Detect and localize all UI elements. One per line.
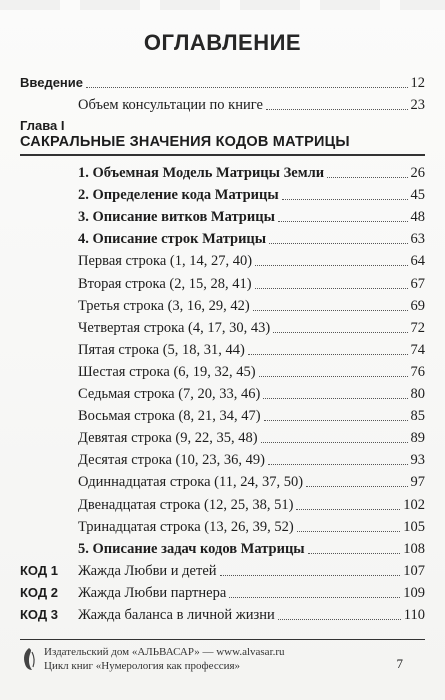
toc-code-page: 107 bbox=[403, 562, 425, 579]
toc-entry[interactable] bbox=[78, 273, 425, 295]
dot-leader bbox=[261, 442, 408, 443]
toc-entry-label: Одиннадцатая строка (11, 24, 37, 50) bbox=[78, 474, 304, 491]
toc-entry[interactable] bbox=[78, 538, 425, 560]
toc-entry[interactable] bbox=[78, 184, 425, 206]
toc-entry[interactable] bbox=[78, 295, 425, 317]
code-label: КОД 1 bbox=[20, 562, 58, 578]
dot-leader bbox=[278, 221, 408, 222]
toc-entry-page: 64 bbox=[410, 253, 425, 270]
toc-entry-page: 67 bbox=[410, 275, 425, 292]
dot-leader bbox=[278, 619, 401, 620]
page-number: 7 bbox=[396, 656, 403, 671]
toc-entry-page: 108 bbox=[403, 540, 425, 557]
toc-code-entry[interactable] bbox=[78, 582, 425, 604]
chapter-label: Глава I bbox=[20, 118, 65, 133]
toc-entry-label: Шестая строка (6, 19, 32, 45) bbox=[78, 363, 256, 380]
toc-entry-page: 105 bbox=[403, 518, 425, 535]
toc-entry[interactable] bbox=[78, 250, 425, 272]
toc-entry[interactable] bbox=[78, 361, 425, 383]
toc-intro-sub-page: 23 bbox=[410, 97, 425, 113]
toc-entry[interactable] bbox=[78, 162, 425, 184]
toc-code-label: Жажда баланса в личной жизни bbox=[78, 607, 275, 623]
footer-line-series: Цикл книг «Нумерология как профессия» bbox=[44, 660, 241, 672]
toc-entry[interactable] bbox=[78, 494, 425, 516]
toc-entry-page: 72 bbox=[410, 319, 425, 336]
dot-leader bbox=[269, 243, 407, 244]
chapter-title: САКРАЛЬНЫЕ ЗНАЧЕНИЯ КОДОВ МАТРИЦЫ bbox=[20, 134, 350, 150]
dot-leader bbox=[248, 354, 408, 355]
toc-entry-page: 80 bbox=[410, 386, 425, 402]
dot-leader bbox=[264, 420, 408, 421]
toc-entry[interactable] bbox=[78, 339, 425, 361]
toc-entry-page: 45 bbox=[410, 187, 425, 204]
toc-entry-label: Тринадцатая строка (13, 26, 39, 52) bbox=[78, 518, 294, 535]
code-label: КОД 2 bbox=[20, 584, 58, 600]
toc-entry-page: 48 bbox=[410, 209, 425, 226]
publisher-logo-icon bbox=[20, 646, 38, 672]
toc-entry[interactable] bbox=[78, 449, 425, 471]
toc-entry-label: Первая строка (1, 14, 27, 40) bbox=[78, 253, 253, 270]
dot-leader bbox=[255, 288, 408, 289]
dot-leader bbox=[255, 265, 407, 266]
dot-leader bbox=[296, 509, 400, 510]
bleed-through-top bbox=[0, 0, 445, 10]
dot-leader bbox=[327, 177, 407, 178]
toc-entry-page: 85 bbox=[410, 408, 425, 425]
dot-leader bbox=[253, 310, 408, 311]
toc-row-intro[interactable] bbox=[20, 72, 425, 94]
toc-entry-label: 2. Определение кода Матрицы bbox=[78, 187, 279, 204]
toc-entry[interactable] bbox=[78, 383, 425, 405]
toc-row-intro-sub[interactable] bbox=[78, 94, 425, 116]
toc-entry-label: 4. Описание строк Матрицы bbox=[78, 231, 267, 248]
toc-entry-page: 74 bbox=[410, 341, 425, 358]
toc-entry-label: Третья строка (3, 16, 29, 42) bbox=[78, 297, 250, 314]
toc-code-label: Жажда Любви партнера bbox=[78, 584, 227, 601]
page-title: ОГЛАВЛЕНИЕ bbox=[143, 30, 302, 55]
dot-leader bbox=[220, 575, 401, 576]
toc-code-label: Жажда Любви и детей bbox=[78, 562, 217, 579]
toc-entry[interactable] bbox=[78, 516, 425, 538]
dot-leader bbox=[266, 109, 408, 110]
toc-code-entry[interactable] bbox=[78, 560, 425, 582]
toc-entry-page: 76 bbox=[410, 363, 425, 380]
toc-entry-page: 102 bbox=[403, 496, 425, 513]
code-label: КОД 3 bbox=[20, 607, 58, 622]
toc-intro-page: 12 bbox=[410, 75, 425, 91]
dot-leader bbox=[86, 87, 408, 88]
dot-leader bbox=[229, 597, 400, 598]
toc-entry[interactable] bbox=[78, 405, 425, 427]
toc-entry-label: 3. Описание витков Матрицы bbox=[78, 209, 275, 226]
toc-entry-page: 93 bbox=[410, 452, 425, 469]
dot-leader bbox=[308, 553, 401, 554]
toc-entry-page: 69 bbox=[410, 297, 425, 314]
toc-entry[interactable] bbox=[78, 228, 425, 250]
toc-entry[interactable] bbox=[78, 317, 425, 339]
toc-entry[interactable] bbox=[78, 471, 425, 493]
toc-entry-label: Десятая строка (10, 23, 36, 49) bbox=[78, 452, 265, 469]
dot-leader bbox=[273, 332, 407, 333]
footer-line-publisher: Издательский дом «АЛЬВАСАР» — www.alvasar.ru bbox=[44, 646, 285, 658]
dot-leader bbox=[297, 531, 401, 532]
toc-code-entry[interactable] bbox=[78, 604, 425, 626]
toc-entry-label: Восьмая строка (8, 21, 34, 47) bbox=[78, 408, 261, 425]
footer-divider bbox=[20, 639, 425, 640]
toc-entry-label: Седьмая строка (7, 20, 33, 46) bbox=[78, 386, 261, 402]
toc-entry-label: 5. Описание задач кодов Матрицы bbox=[78, 540, 305, 557]
dot-leader bbox=[263, 398, 407, 399]
toc-entry-page: 97 bbox=[410, 474, 425, 491]
chapter-divider bbox=[20, 154, 425, 156]
toc-entry-label: Девятая строка (9, 22, 35, 48) bbox=[78, 430, 258, 447]
dot-leader bbox=[259, 376, 408, 377]
toc-entry-page: 63 bbox=[410, 231, 425, 248]
toc-entry-label: Двенадцатая строка (12, 25, 38, 51) bbox=[78, 496, 294, 513]
toc-entry[interactable] bbox=[78, 206, 425, 228]
dot-leader bbox=[282, 199, 408, 200]
toc-entry-label: 1. Объемная Модель Матрицы Земли bbox=[78, 165, 325, 181]
footer-text bbox=[44, 645, 285, 673]
toc-entry-label: Пятая строка (5, 18, 31, 44) bbox=[78, 341, 245, 358]
dot-leader bbox=[268, 464, 408, 465]
toc-code-page: 109 bbox=[403, 584, 425, 601]
toc-code-page: 110 bbox=[403, 607, 425, 623]
toc-entry-label: Вторая строка (2, 15, 28, 41) bbox=[78, 275, 252, 292]
toc-entry-page: 26 bbox=[410, 165, 425, 181]
toc-entry-page: 89 bbox=[410, 430, 425, 447]
toc-entry-label: Четвертая строка (4, 17, 30, 43) bbox=[78, 319, 271, 336]
dot-leader bbox=[306, 486, 407, 487]
toc-intro-label: Введение bbox=[20, 75, 83, 90]
toc-entry[interactable] bbox=[78, 427, 425, 449]
toc-intro-sub-label: Объем консультации по книге bbox=[78, 97, 263, 113]
